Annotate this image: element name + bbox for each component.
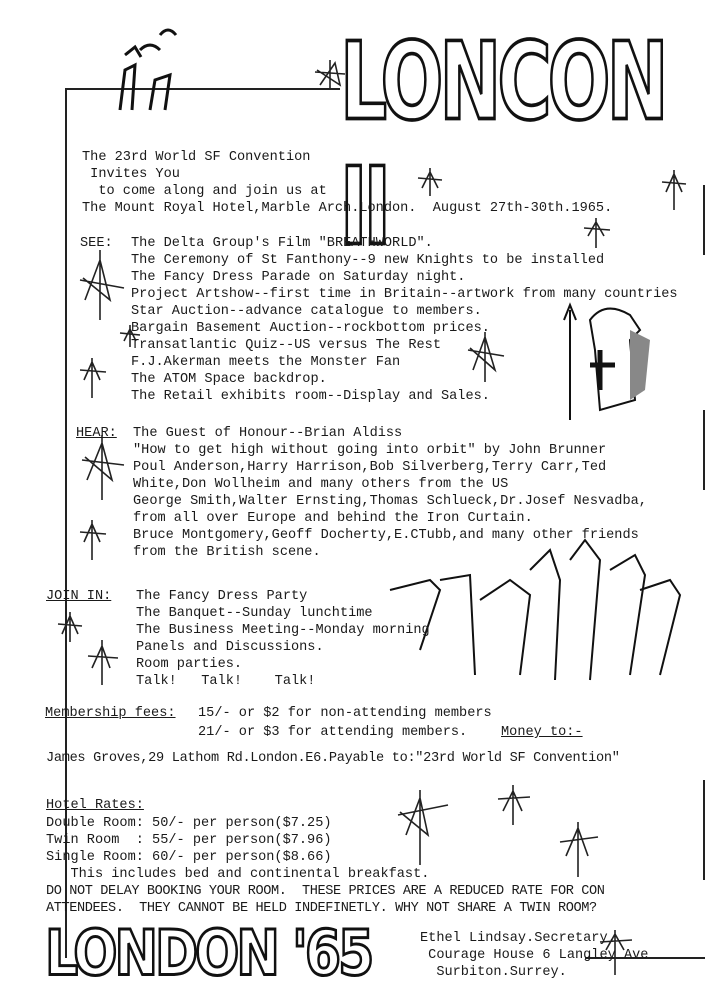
hear-item: from the British scene. — [133, 545, 321, 560]
join-label: JOIN IN: — [46, 589, 112, 604]
intro-line: to come along and join us at — [82, 184, 327, 199]
star-icon — [58, 612, 82, 642]
money-to-label: Money to:- — [501, 725, 583, 740]
star-icon — [88, 640, 118, 685]
see-item: Transatlantic Quiz--US versus The Rest — [131, 338, 441, 353]
star-icon — [662, 170, 686, 210]
figures-illustration — [110, 10, 200, 110]
join-item: Talk! Talk! Talk! — [136, 674, 316, 689]
star-icon — [80, 358, 106, 398]
hear-item: The Guest of Honour--Brian Aldiss — [133, 426, 403, 441]
membership-label: Membership fees: — [45, 706, 176, 721]
london-65-logo: LONDON '65 — [45, 918, 372, 990]
intro-line: The Mount Royal Hotel,Marble Arch.London. August 27th-30th.1965. — [82, 201, 613, 216]
secretary-line: Surbiton.Surrey. — [420, 965, 567, 980]
hear-label: HEAR: — [76, 426, 117, 441]
hear-item: Poul Anderson,Harry Harrison,Bob Silverberg,Terry Carr,Ted — [133, 460, 607, 475]
star-icon — [468, 332, 504, 382]
see-item: The Retail exhibits room--Display and Sales. — [131, 389, 490, 404]
join-item: The Fancy Dress Party — [136, 589, 308, 604]
star-icon — [80, 250, 124, 320]
see-item: The ATOM Space backdrop. — [131, 372, 327, 387]
join-item: The Business Meeting--Monday morning — [136, 623, 430, 638]
hotel-warning: ATTENDEES. THEY CANNOT BE HELD INDEFINETLY. WHY NOT SHARE A TWIN ROOM? — [46, 901, 597, 916]
hotel-rate: Single Room: 60/- per person($8.66) — [46, 850, 332, 865]
secretary-line: Ethel Lindsay.Secretary. — [420, 931, 616, 946]
hotel-rate: Double Room: 50/- per person($7.25) — [46, 816, 332, 831]
star-icon — [498, 785, 530, 825]
hotel-label: Hotel Rates: — [46, 798, 144, 813]
star-icon — [80, 520, 106, 560]
join-item: Panels and Discussions. — [136, 640, 324, 655]
hear-item: from all over Europe and behind the Iron Curtain. — [133, 511, 533, 526]
knight-illustration — [560, 290, 670, 420]
hear-item: George Smith,Walter Ernsting,Thomas Schlueck,Dr.Josef Nesvadba, — [133, 494, 647, 509]
intro-line: Invites You — [82, 167, 180, 182]
join-item: The Banquet--Sunday lunchtime — [136, 606, 373, 621]
star-icon — [584, 218, 610, 248]
see-item: The Ceremony of St Fanthony--9 new Knights to be installed — [131, 253, 605, 268]
see-item: Project Artshow--first time in Britain--artwork from many countries — [131, 287, 678, 302]
see-item: Star Auction--advance catalogue to members. — [131, 304, 482, 319]
membership-fee: 21/- or $3 for attending members. — [198, 725, 468, 740]
join-item: Room parties. — [136, 657, 243, 672]
see-item: F.J.Akerman meets the Monster Fan — [131, 355, 401, 370]
frame-top — [65, 88, 340, 90]
star-icon — [82, 435, 124, 500]
star-icon — [398, 790, 448, 865]
hear-item: White,Don Wollheim and many others from the US — [133, 477, 509, 492]
secretary-line: Courage House 6 Langley Ave — [420, 948, 649, 963]
see-item: Bargain Basement Auction--rockbottom prices. — [131, 321, 490, 336]
frame-right — [703, 410, 705, 490]
hotel-warning: DO NOT DELAY BOOKING YOUR ROOM. THESE PRICES ARE A REDUCED RATE FOR CON — [46, 884, 605, 899]
see-label: SEE: — [80, 236, 113, 251]
frame-right — [703, 780, 705, 880]
hotel-note: This includes bed and continental breakfast. — [46, 867, 430, 882]
hear-item: "How to get high without going into orbit" by John Brunner — [133, 443, 607, 458]
membership-fee: 15/- or $2 for non-attending members — [198, 706, 492, 721]
star-icon — [315, 60, 345, 90]
loncon-logo: LONCON II — [340, 20, 665, 270]
intro-line: The 23rd World SF Convention — [82, 150, 311, 165]
payee-line: James Groves,29 Lathom Rd.London.E6.Payable to:"23rd World SF Convention" — [46, 751, 620, 766]
star-icon — [560, 822, 598, 877]
star-icon — [418, 168, 442, 196]
hear-item: Bruce Montgomery,Geoff Docherty,E.CTubb,and many other friends — [133, 528, 639, 543]
see-item: The Delta Group's Film "BREATHWORLD". — [131, 236, 433, 251]
crowd-illustration — [380, 530, 690, 690]
see-item: The Fancy Dress Parade on Saturday night. — [131, 270, 466, 285]
hotel-rate: Twin Room : 55/- per person($7.96) — [46, 833, 332, 848]
